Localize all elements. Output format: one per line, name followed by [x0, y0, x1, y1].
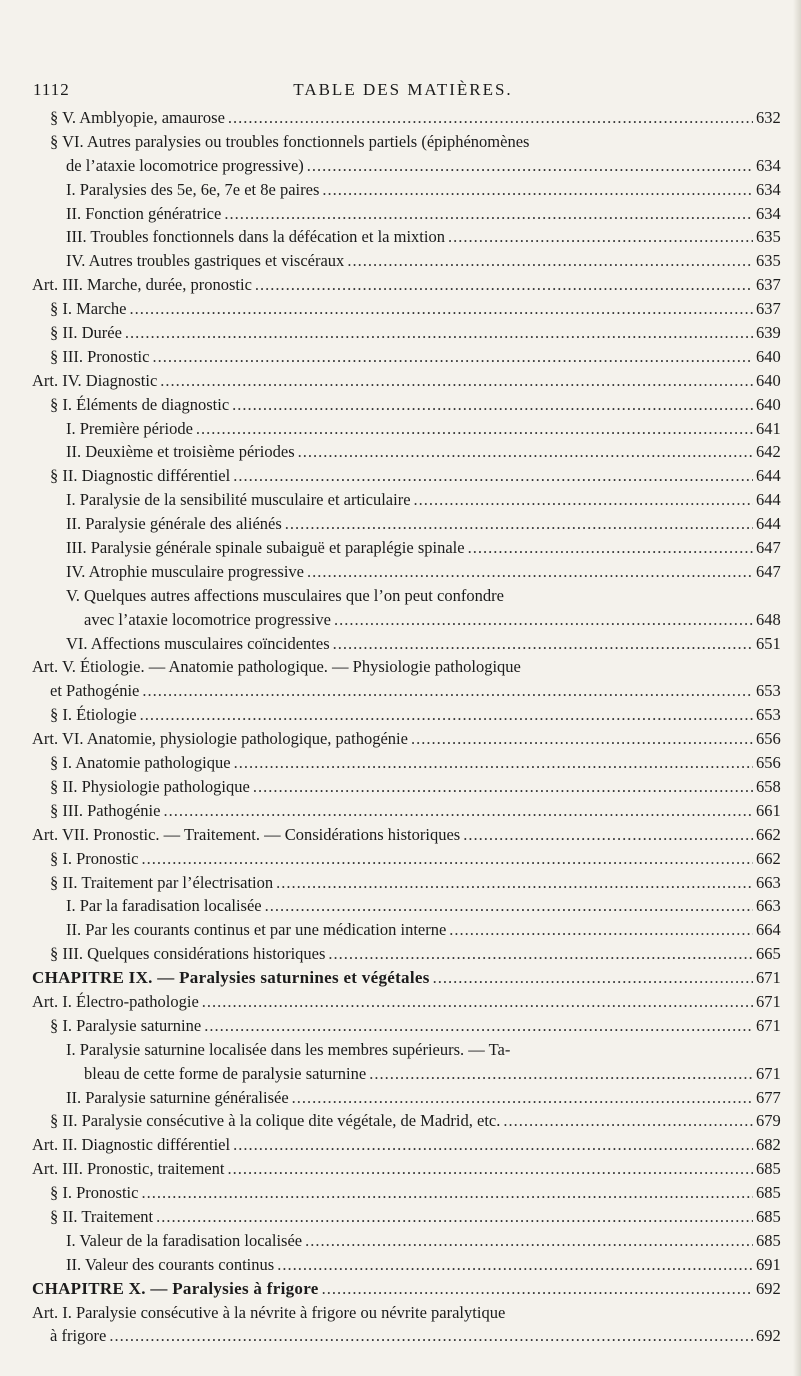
- page-number: 1112: [33, 80, 70, 99]
- dot-leader: [224, 202, 753, 226]
- dot-leader: [253, 775, 753, 799]
- toc-entry-text: I. Paralysies des 5e, 6e, 7e et 8e paires: [66, 179, 320, 199]
- toc-entry-text: III. Paralysie générale spinale subaiguë et paraplégie spinale: [66, 538, 465, 558]
- dot-leader: [233, 464, 753, 488]
- dot-leader: [433, 966, 753, 990]
- toc-entry: [32, 823, 780, 847]
- toc-entry-text: de l’ataxie locomotrice progressive): [66, 155, 304, 175]
- toc-entry-text: § II. Traitement: [50, 1206, 154, 1226]
- toc-entry: [32, 942, 780, 966]
- toc-entry: [32, 584, 780, 608]
- toc-entry: [32, 1205, 780, 1229]
- dot-leader: [307, 560, 753, 584]
- toc-entry-text: III. Troubles fonctionnels dans la défécation et la mixtion: [66, 227, 445, 247]
- toc-entry-text: Art. IV. Diagnostic: [32, 370, 158, 390]
- toc-page-number: 663: [756, 896, 781, 916]
- toc-entry-text: II. Paralysie saturnine généralisée: [66, 1087, 289, 1107]
- toc-page-number: 671: [756, 1063, 781, 1083]
- dot-leader: [255, 273, 753, 297]
- toc-entry: [32, 918, 780, 942]
- toc-entry-text: § I. Étiologie: [50, 705, 137, 725]
- toc-page-number: 662: [756, 824, 781, 844]
- toc-page-number: 679: [756, 1111, 781, 1131]
- toc-entry: [32, 369, 780, 393]
- toc-entry-text: à frigore: [50, 1326, 107, 1346]
- toc-entry-text: § V. Amblyopie, amaurose: [50, 108, 225, 127]
- dot-leader: [277, 1253, 753, 1277]
- toc-entry: [32, 154, 780, 178]
- toc-entry: [32, 512, 780, 536]
- toc-entry: [32, 106, 780, 130]
- toc-entry-text: I. Paralysie saturnine localisée dans les membres supérieurs. — Ta-: [66, 1039, 511, 1059]
- toc-entry: [32, 1229, 780, 1253]
- toc-page-number: 677: [756, 1087, 781, 1107]
- toc-entry: [32, 1109, 780, 1133]
- toc-entry: [32, 488, 780, 512]
- toc-entry-text: IV. Autres troubles gastriques et viscéraux: [66, 251, 345, 271]
- dot-leader: [228, 106, 753, 130]
- dot-leader: [448, 225, 753, 249]
- dot-leader: [234, 751, 753, 775]
- toc-entry-text: § I. Éléments de diagnostic: [50, 394, 230, 414]
- toc-entry: [32, 249, 780, 273]
- toc-page-number: 641: [756, 418, 781, 438]
- toc-page-number: 642: [756, 442, 781, 462]
- toc-entry-text: § III. Quelques considérations historiques: [50, 944, 326, 964]
- toc-entry: [32, 321, 780, 345]
- toc-entry: [32, 990, 780, 1014]
- toc-page-number: 692: [756, 1278, 781, 1298]
- toc-entry: [32, 847, 780, 871]
- toc-entry: [32, 1038, 780, 1062]
- toc-entry: [32, 703, 780, 727]
- toc-entry-text: I. Paralysie de la sensibilité musculaire et articulaire: [66, 490, 411, 510]
- toc-page-number: 671: [756, 1015, 781, 1035]
- toc-page-number: 634: [756, 203, 781, 223]
- dot-leader: [463, 823, 753, 847]
- page-header: [33, 80, 773, 104]
- toc-entry: [32, 1133, 780, 1157]
- dot-leader: [109, 1324, 753, 1348]
- dot-leader: [328, 942, 753, 966]
- toc-entry-text: I. Première période: [66, 418, 193, 438]
- dot-leader: [232, 393, 753, 417]
- dot-leader: [334, 608, 753, 632]
- toc-entry-text: CHAPITRE IX. — Paralysies saturnines et végétales: [32, 968, 430, 988]
- dot-leader: [285, 512, 753, 536]
- toc-entry-text: Art. III. Pronostic, traitement: [32, 1159, 225, 1179]
- toc-entry: [32, 178, 780, 202]
- toc-entry: [32, 536, 780, 560]
- toc-entry-text: Art. VII. Pronostic. — Traitement. — Considérations historiques: [32, 824, 461, 844]
- toc-page-number: 651: [756, 633, 781, 653]
- toc-entry: [32, 775, 780, 799]
- toc-page-number: 637: [756, 275, 781, 295]
- toc-entry: [32, 130, 780, 154]
- toc-entry: [32, 1181, 780, 1205]
- toc-page-number: 665: [756, 944, 781, 964]
- toc-entry: [32, 417, 780, 441]
- dot-leader: [503, 1109, 753, 1133]
- toc-page-number: 691: [756, 1254, 781, 1274]
- toc-entry-text: § II. Paralysie consécutive à la colique dite végétale, de Madrid, etc.: [50, 1111, 501, 1131]
- dot-leader: [130, 297, 753, 321]
- dot-leader: [276, 871, 753, 895]
- toc-page-number: 662: [756, 848, 781, 868]
- dot-leader: [202, 990, 753, 1014]
- dot-leader: [292, 1086, 753, 1110]
- toc-entry: [32, 871, 780, 895]
- toc-page-number: 663: [756, 872, 781, 892]
- toc-entry-text: Art. I. Paralysie consécutive à la névrite à frigore ou névrite paralytique: [32, 1302, 506, 1322]
- toc-entry-text: II. Par les courants continus et par une médication interne: [66, 920, 447, 940]
- toc-page-number: 632: [756, 108, 781, 127]
- toc-page-number: 653: [756, 681, 781, 701]
- toc-entry-text: § II. Physiologie pathologique: [50, 776, 250, 796]
- dot-leader: [307, 154, 753, 178]
- toc-entry-text: Art. VI. Anatomie, physiologie pathologique, pathogénie: [32, 729, 408, 749]
- toc-page-number: 661: [756, 800, 781, 820]
- toc-entry-text: § III. Pathogénie: [50, 800, 161, 820]
- toc-entry-text: § I. Anatomie pathologique: [50, 753, 231, 773]
- toc-page-number: 634: [756, 155, 781, 175]
- toc-entry: [32, 1014, 780, 1038]
- dot-leader: [322, 178, 753, 202]
- toc-page-number: 640: [756, 346, 781, 366]
- dot-leader: [152, 345, 753, 369]
- toc-page-number: 640: [756, 370, 781, 390]
- dot-leader: [468, 536, 753, 560]
- toc-page-number: 644: [756, 514, 781, 534]
- toc-page-number: 682: [756, 1135, 781, 1155]
- toc-entry-text: Art. II. Diagnostic différentiel: [32, 1135, 231, 1155]
- dot-leader: [163, 799, 753, 823]
- toc-entry-text: § III. Pronostic: [50, 346, 150, 366]
- toc-page-number: 685: [756, 1183, 781, 1203]
- toc-entry: [32, 273, 780, 297]
- table-of-contents: [32, 106, 780, 1348]
- toc-entry: [32, 608, 780, 632]
- toc-page-number: 653: [756, 705, 781, 725]
- toc-entry: [32, 1062, 780, 1086]
- toc-entry-text: V. Quelques autres affections musculaires que l’on peut confondre: [66, 585, 504, 605]
- toc-entry-text: II. Valeur des courants continus: [66, 1254, 275, 1274]
- toc-page-number: 639: [756, 323, 781, 343]
- toc-entry: [32, 1253, 780, 1277]
- toc-entry-text: § II. Diagnostic différentiel: [50, 466, 231, 486]
- toc-entry: [32, 632, 780, 656]
- toc-entry: [32, 655, 780, 679]
- dot-leader: [265, 894, 753, 918]
- toc-page-number: 635: [756, 227, 781, 247]
- toc-entry-text: avec l’ataxie locomotrice progressive: [84, 609, 331, 629]
- toc-entry-text: Art. III. Marche, durée, pronostic: [32, 275, 252, 295]
- toc-entry-text: § I. Pronostic: [50, 1183, 139, 1203]
- toc-entry-text: VI. Affections musculaires coïncidentes: [66, 633, 330, 653]
- toc-page-number: 644: [756, 490, 781, 510]
- toc-entry-text: I. Par la faradisation localisée: [66, 896, 262, 916]
- dot-leader: [414, 488, 753, 512]
- toc-entry-text: bleau de cette forme de paralysie saturnine: [84, 1063, 367, 1083]
- dot-leader: [322, 1277, 753, 1301]
- toc-entry: [32, 202, 780, 226]
- dot-leader: [125, 321, 753, 345]
- toc-page-number: 671: [756, 968, 781, 988]
- toc-page-number: 637: [756, 299, 781, 319]
- dot-leader: [227, 1157, 753, 1181]
- toc-entry-text: Art. I. Électro-pathologie: [32, 991, 199, 1011]
- toc-page-number: 692: [756, 1326, 781, 1346]
- toc-entry: [32, 560, 780, 584]
- toc-entry: [32, 464, 780, 488]
- dot-leader: [305, 1229, 753, 1253]
- toc-page-number: 671: [756, 991, 781, 1011]
- toc-entry: [32, 1324, 780, 1348]
- toc-entry: [32, 1086, 780, 1110]
- toc-entry-text: II. Fonction génératrice: [66, 203, 222, 223]
- toc-chapter-heading: [32, 1277, 780, 1301]
- toc-entry-text: § II. Durée: [50, 323, 122, 343]
- toc-entry-text: § I. Paralysie saturnine: [50, 1015, 202, 1035]
- dot-leader: [141, 847, 753, 871]
- toc-page-number: 685: [756, 1230, 781, 1250]
- toc-entry-text: § I. Pronostic: [50, 848, 139, 868]
- dot-leader: [369, 1062, 753, 1086]
- toc-entry: [32, 679, 780, 703]
- dot-leader: [142, 679, 753, 703]
- dot-leader: [449, 918, 753, 942]
- dot-leader: [233, 1133, 753, 1157]
- toc-page-number: 644: [756, 466, 781, 486]
- toc-entry: [32, 799, 780, 823]
- toc-entry: [32, 894, 780, 918]
- dot-leader: [347, 249, 753, 273]
- toc-page-number: 648: [756, 609, 781, 629]
- dot-leader: [140, 703, 753, 727]
- toc-entry-text: II. Paralysie générale des aliénés: [66, 514, 282, 534]
- toc-entry-text: CHAPITRE X. — Paralysies à frigore: [32, 1278, 319, 1298]
- toc-entry-text: § I. Marche: [50, 299, 127, 319]
- toc-entry-text: Art. V. Étiologie. — Anatomie pathologique. — Physiologie pathologique: [32, 657, 521, 677]
- dot-leader: [156, 1205, 753, 1229]
- toc-entry-text: I. Valeur de la faradisation localisée: [66, 1230, 303, 1250]
- dot-leader: [204, 1014, 753, 1038]
- toc-chapter-heading: [32, 966, 780, 990]
- toc-page-number: 664: [756, 920, 781, 940]
- page-edge: [793, 0, 801, 1376]
- dot-leader: [298, 440, 753, 464]
- toc-page-number: 640: [756, 394, 781, 414]
- toc-page-number: 634: [756, 179, 781, 199]
- running-title: TABLE DES MATIÈRES.: [293, 80, 513, 99]
- toc-entry: [32, 345, 780, 369]
- toc-entry-text: et Pathogénie: [50, 681, 140, 701]
- toc-entry: [32, 393, 780, 417]
- toc-entry-text: § II. Traitement par l’électrisation: [50, 872, 274, 892]
- toc-entry: [32, 1157, 780, 1181]
- dot-leader: [196, 417, 753, 441]
- dot-leader: [160, 369, 753, 393]
- toc-entry: [32, 297, 780, 321]
- dot-leader: [333, 632, 753, 656]
- toc-page-number: 656: [756, 729, 781, 749]
- toc-entry-text: IV. Atrophie musculaire progressive: [66, 561, 304, 581]
- toc-page-number: 647: [756, 561, 781, 581]
- toc-page-number: 635: [756, 251, 781, 271]
- toc-entry: [32, 751, 780, 775]
- dot-leader: [411, 727, 753, 751]
- toc-page-number: 685: [756, 1206, 781, 1226]
- toc-entry-text: II. Deuxième et troisième périodes: [66, 442, 295, 462]
- toc-page-number: 685: [756, 1159, 781, 1179]
- toc-entry: [32, 225, 780, 249]
- toc-page-number: 658: [756, 776, 781, 796]
- toc-page-number: 647: [756, 538, 781, 558]
- toc-entry-text: § VI. Autres paralysies ou troubles fonctionnels partiels (épiphénomènes: [50, 131, 530, 151]
- toc-entry: [32, 1301, 780, 1325]
- toc-entry: [32, 440, 780, 464]
- toc-page-number: 656: [756, 753, 781, 773]
- toc-entry: [32, 727, 780, 751]
- dot-leader: [141, 1181, 753, 1205]
